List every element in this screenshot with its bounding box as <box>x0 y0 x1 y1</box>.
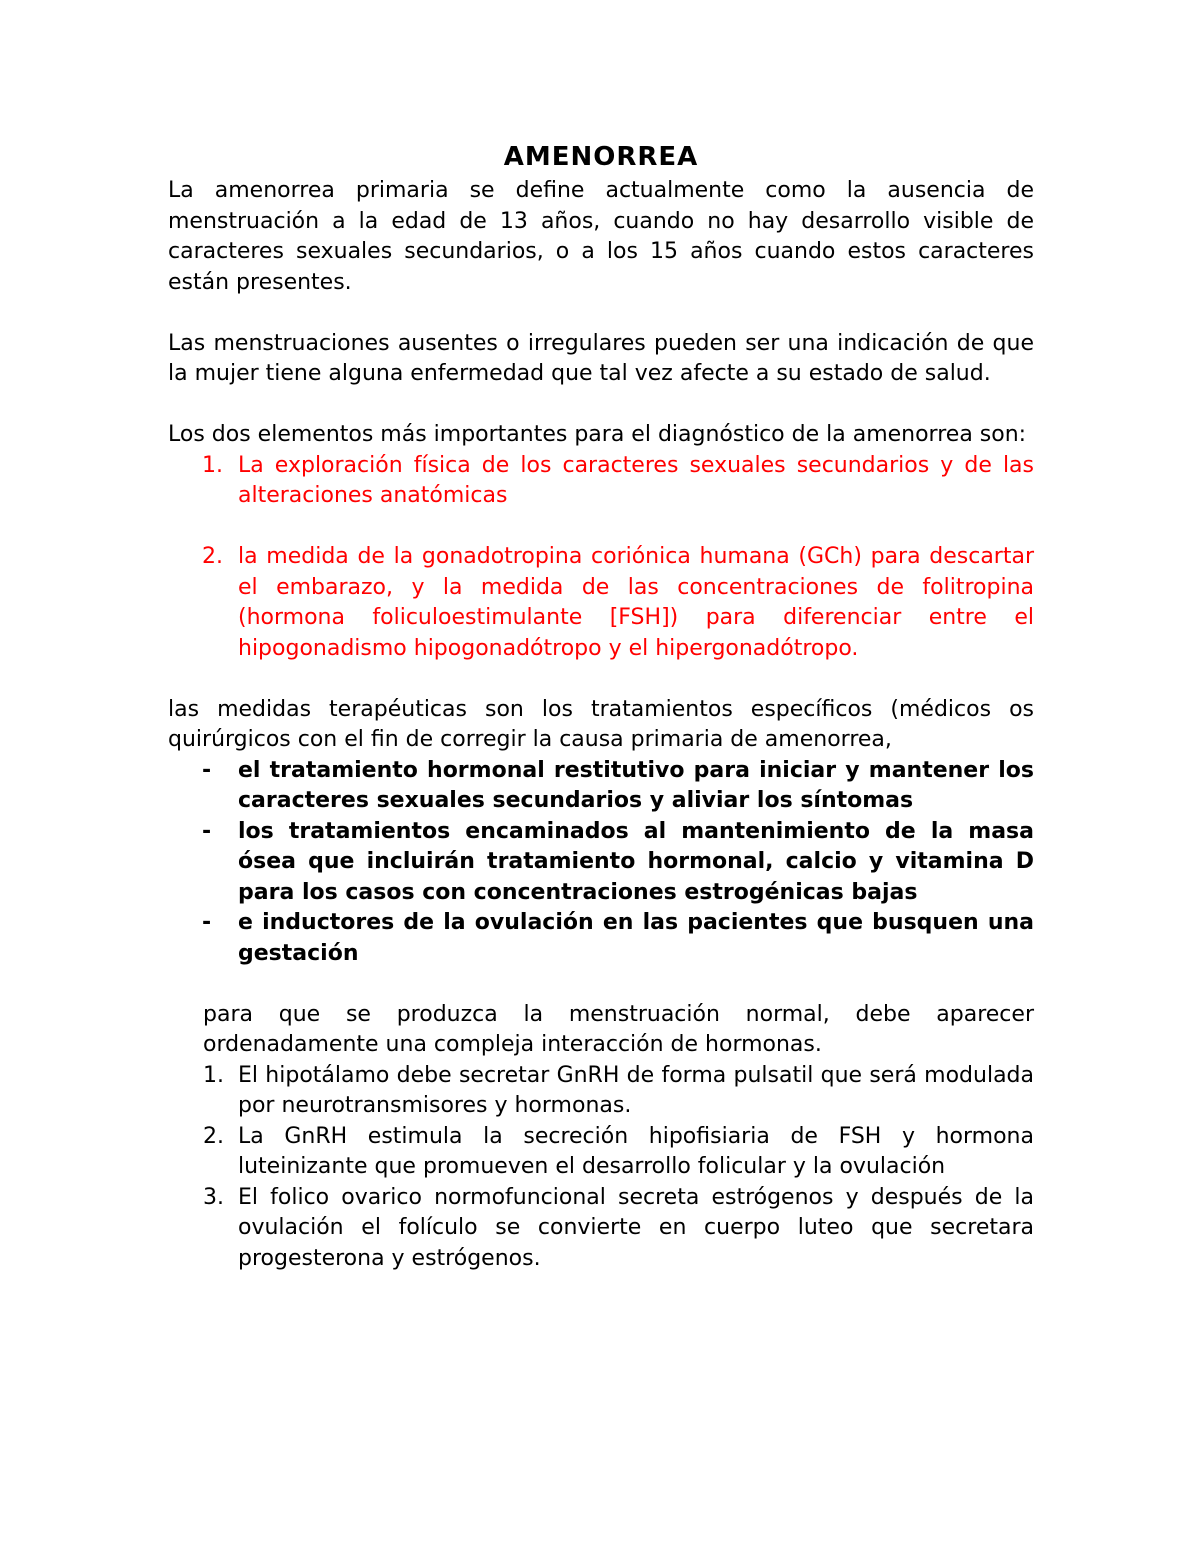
document-title: AMENORREA <box>503 142 699 172</box>
treatment-item-text: e inductores de la ovulación en las pacientes que busquen una gestación <box>238 910 1034 966</box>
treatment-item-text: los tratamientos encaminados al mantenimiento de la masa ósea que incluirán tratamiento hormonal, calcio y vitamina D para los casos con concentraciones estrogénicas bajas <box>238 818 1034 905</box>
diagnosis-item <box>168 542 1034 664</box>
list-marker: 3. <box>203 1184 224 1210</box>
blank-line <box>168 664 1034 695</box>
paragraph-irregular-menstruation: Las menstruaciones ausentes o irregulares pueden ser una indicación de que la mujer tiene alguna enfermedad que tal vez afecte a su estado de salud. <box>168 330 1034 386</box>
paragraph-hormone-interaction: para que se produzca la menstruación normal, debe aparecer ordenadamente una compleja interacción de hormonas. <box>203 1001 1034 1057</box>
list-marker: 1. <box>203 1062 224 1088</box>
document-page <box>168 0 1034 1274</box>
list-marker: 2. <box>202 544 223 569</box>
list-marker: - <box>202 910 212 935</box>
diagnosis-list <box>168 451 1034 665</box>
treatment-item <box>168 756 1034 817</box>
menstruation-section <box>203 1000 1034 1275</box>
diagnosis-item <box>168 451 1034 512</box>
list-gap <box>168 512 1034 543</box>
hormone-item-text: El folico ovarico normofuncional secreta estrógenos y después de la ovulación el folículo se convierte en cuerpo luteo que secretara progesterona y estrógenos. <box>238 1184 1034 1271</box>
blank-line <box>168 298 1034 329</box>
list-marker: - <box>202 818 212 844</box>
treatment-list <box>168 756 1034 970</box>
paragraph-definition: La amenorrea primaria se define actualmente como la ausencia de menstruación a la edad de 13 años, cuando no hay desarrollo visible de caracteres sexuales secundarios, o a los 15 años cuando estos caracteres están presentes. <box>168 178 1034 295</box>
list-marker: - <box>202 757 212 783</box>
hormone-list <box>203 1061 1034 1275</box>
hormone-item <box>203 1122 1034 1183</box>
list-marker: 2. <box>203 1123 224 1149</box>
treatment-item <box>168 817 1034 909</box>
blank-line <box>168 390 1034 421</box>
paragraph-diagnosis-intro: Los dos elementos más importantes para el diagnóstico de la amenorrea son: <box>168 422 1027 447</box>
diagnosis-item-text: la medida de la gonadotropina coriónica humana (GCh) para descartar el embarazo, y la medida de las concentraciones de folitropina (hormona foliculoestimulante [FSH]) para diferenciar entre el hipogonadismo hipogonadótropo y el hipergonadótropo. <box>238 544 1034 661</box>
blank-line <box>168 969 1034 1000</box>
hormone-item-text: El hipotálamo debe secretar GnRH de forma pulsatil que será modulada por neurotransmisores y hormonas. <box>238 1062 1034 1118</box>
hormone-item-text: La GnRH estimula la secreción hipofisiaria de FSH y hormona luteinizante que promueven el desarrollo folicular y la ovulación <box>238 1123 1034 1179</box>
hormone-item <box>203 1183 1034 1275</box>
hormone-item <box>203 1061 1034 1122</box>
diagnosis-item-text: La exploración física de los caracteres sexuales secundarios y de las alteraciones anatómicas <box>238 452 1034 508</box>
list-marker: 1. <box>202 452 223 478</box>
treatment-item <box>168 908 1034 969</box>
paragraph-therapeutic-measures: las medidas terapéuticas son los tratamientos específicos (médicos os quirúrgicos con el fin de corregir la causa primaria de amenorrea, <box>168 696 1034 752</box>
treatment-item-text: el tratamiento hormonal restitutivo para iniciar y mantener los caracteres sexuales secundarios y aliviar los síntomas <box>238 757 1034 813</box>
